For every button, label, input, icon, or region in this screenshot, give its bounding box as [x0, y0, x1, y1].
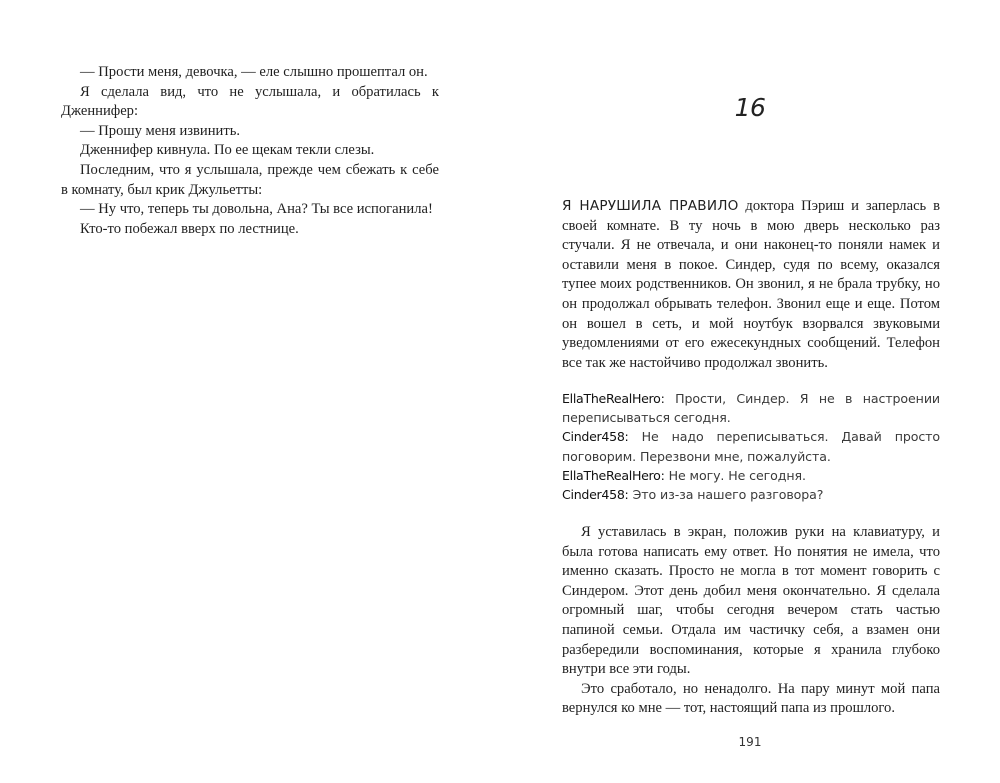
- chat-message-text: Это из-за нашего разговора?: [628, 487, 824, 503]
- chat-transcript: [562, 389, 940, 504]
- page-number: 191: [738, 735, 762, 749]
- chat-message: [562, 485, 940, 504]
- chapter-opening: [562, 197, 940, 373]
- chat-message: [562, 466, 940, 485]
- chapter-lead-caps: Я НАРУШИЛА ПРАВИЛО: [562, 198, 739, 214]
- left-page-text: [61, 63, 439, 239]
- chat-separator: :: [624, 487, 629, 503]
- chapter-number: 16: [734, 93, 766, 122]
- chat-username: Cinder458: [562, 429, 625, 445]
- chat-message-text: Не могу. Не сегодня.: [664, 467, 806, 483]
- paragraph: Последним, что я услышала, прежде чем сбежать к себе в комнату, был крик Джульетты:: [61, 161, 439, 198]
- opening-text: доктора Пэриш и заперлась в своей комнате. В ту ночь в мою дверь несколько раз стучали. Я не отвечала, и они наконец-то поняли намек и оставили меня в покое. Синдер, судя по всему, оказался тупее моих родственников. Он звонил, я не брала трубку, но он продолжал обрывать телефон. Звонил еще и еще. Потом он вошел в сеть, и мой ноутбук взорвался звуковыми уведомлениями от его ежесекундных сообщений. Телефон все так же настойчиво продолжал звонить.: [562, 198, 940, 371]
- paragraph: Кто-то побежал вверх по лестнице.: [80, 220, 299, 237]
- paragraph: — Прости меня, девочка, — еле слышно прошептал он.: [80, 64, 428, 80]
- chat-username: EllaTheRealHero: [562, 391, 661, 406]
- chat-separator: :: [624, 429, 629, 445]
- chat-username: Cinder458: [562, 487, 625, 503]
- paragraph: Я сделала вид, что не услышала, и обратилась к Дженнифер:: [61, 83, 439, 120]
- chapter-closing: [562, 523, 940, 719]
- chat-separator: :: [660, 391, 665, 406]
- paragraph: Дженнифер кивнула. По ее щекам текли слезы.: [80, 142, 375, 159]
- chat-message-text: Не надо переписываться. Давай просто поговорим. Перезвони мне, пожалуйста.: [562, 429, 940, 464]
- chat-message: [562, 427, 940, 465]
- opening-paragraph: [562, 197, 940, 373]
- paragraph: Я уставилась в экран, положив руки на клавиатуру, и была готова написать ему ответ. Но понятия не имела, что именно сказать. Просто не могла в тот момент говорить с Синдером. Этот день добил меня окончательно. Я сделала огромный шаг, чтобы сегодня вечером стать частью папиной семьи. Отдала им частичку себя, а взамен они разбередили воспоминания, которые я хранила глубоко внутри все эти годы.: [562, 524, 940, 678]
- chat-message-text: Прости, Синдер. Я не в настроении переписываться сегодня.: [562, 391, 940, 426]
- paragraph: — Прошу меня извинить.: [80, 122, 241, 139]
- chat-username: EllaTheRealHero: [562, 467, 661, 483]
- paragraph: Это сработало, но ненадолго. На пару минут мой папа вернулся ко мне — тот, настоящий папа из прошлого.: [562, 680, 940, 717]
- chat-message: [562, 389, 940, 427]
- paragraph: — Ну что, теперь ты довольна, Ана? Ты все испоганила!: [80, 201, 433, 218]
- chat-separator: :: [660, 467, 665, 483]
